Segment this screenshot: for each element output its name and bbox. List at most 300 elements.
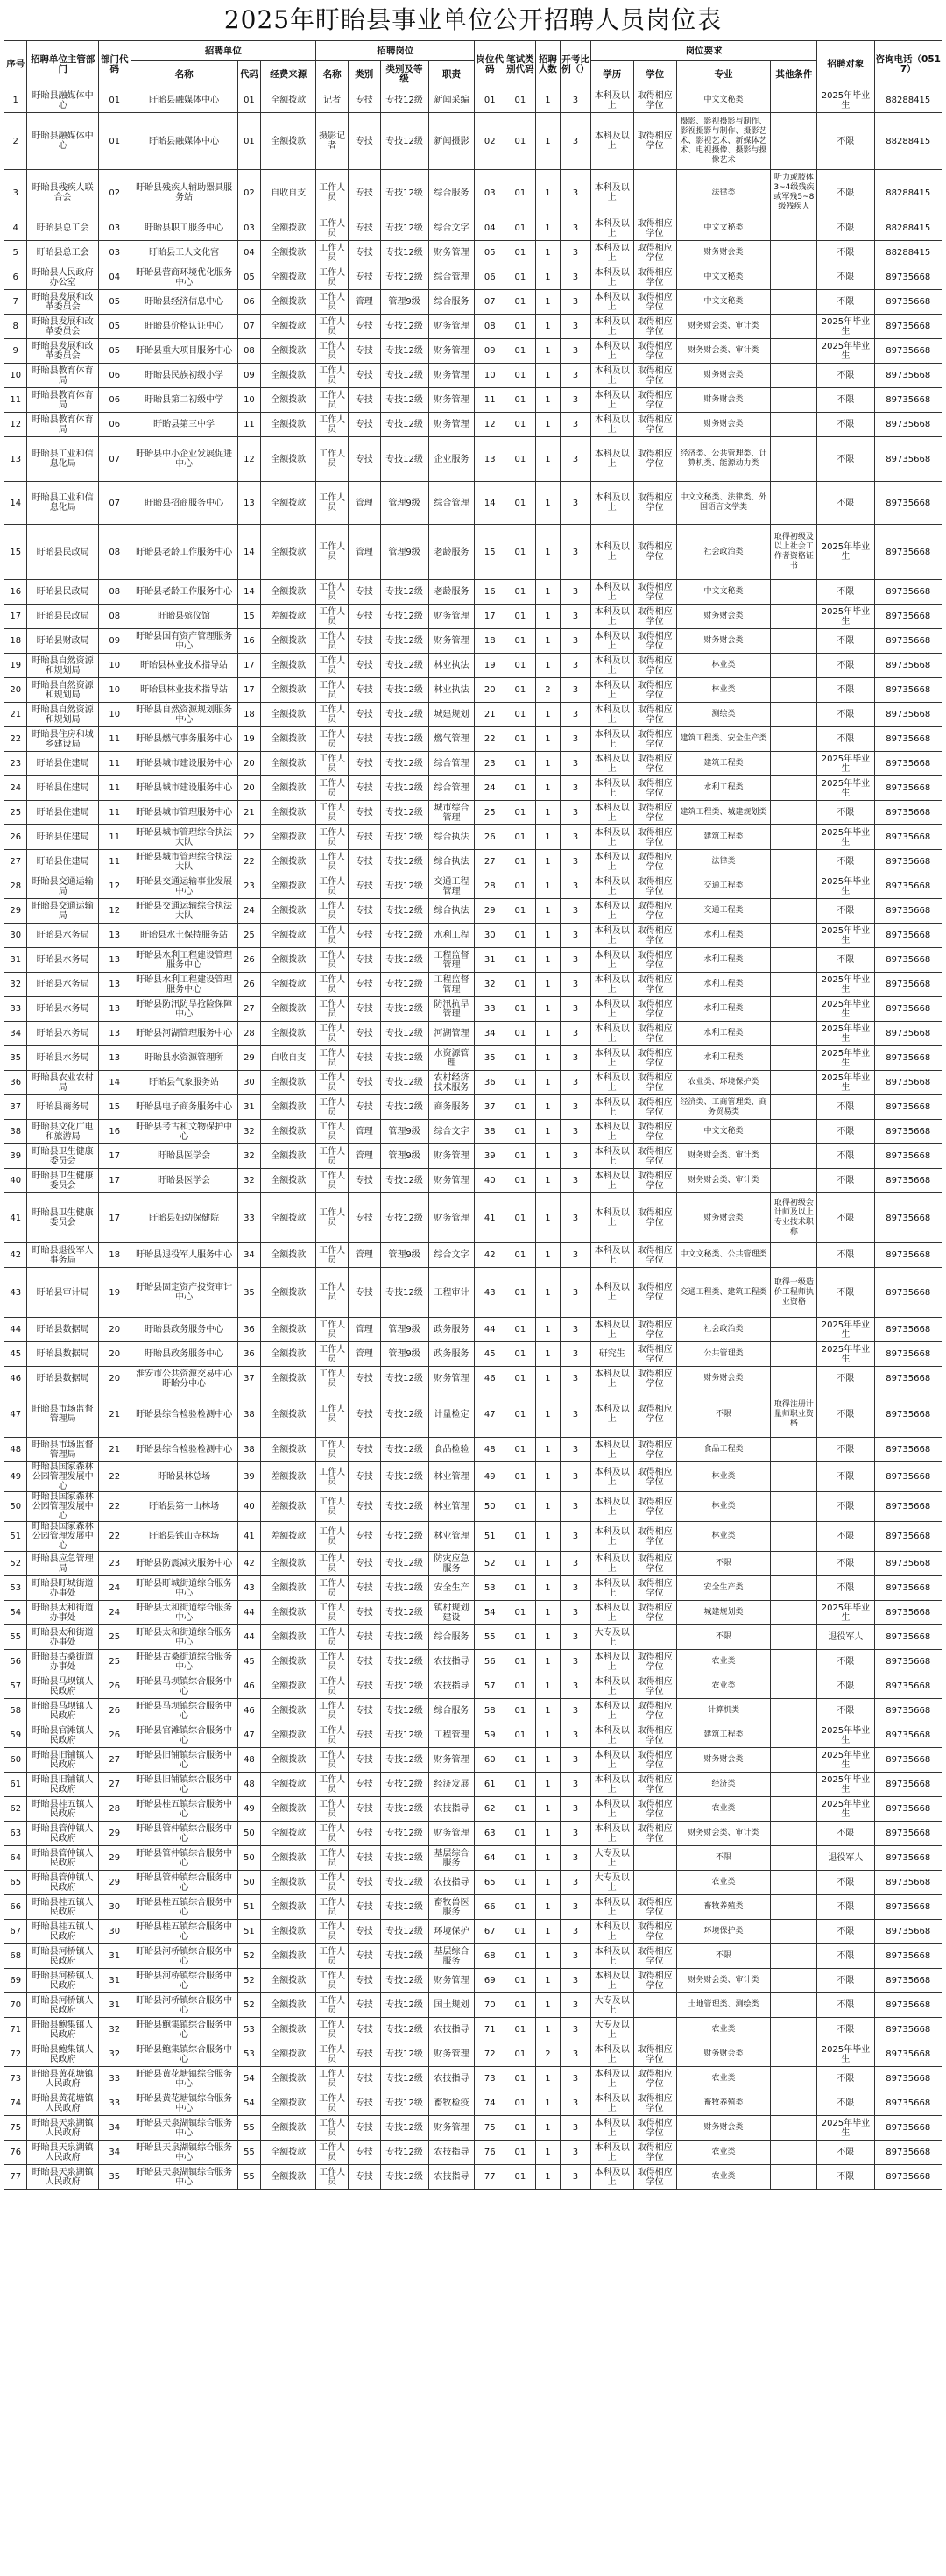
cell-duty: 财务管理 [428,1748,475,1773]
cell-post-type: 专技 [348,1993,380,2018]
cell-edu: 本科及以上 [590,1773,633,1797]
cell-seq: 61 [4,1773,27,1797]
cell-exam-code: 01 [505,525,536,580]
cell-degree: 取得相应学位 [633,1492,676,1522]
cell-dept: 盱眙县发展和改革委员会 [27,290,98,315]
cell-post-type: 专技 [348,678,380,703]
cell-unit-code: 29 [237,1046,260,1071]
cell-other [771,1993,817,2018]
cell-post-type: 专技 [348,2091,380,2116]
cell-post-type: 专技 [348,801,380,825]
cell-ratio: 3 [561,629,591,654]
cell-exam-code: 01 [505,997,536,1022]
cell-fund: 全额拨款 [261,1120,316,1144]
cell-edu: 本科及以上 [590,482,633,525]
cell-major: 社会政治类 [676,525,771,580]
cell-phone: 89735668 [874,1268,942,1318]
cell-edu: 本科及以上 [590,525,633,580]
cell-num: 1 [535,776,561,801]
cell-unit-code: 38 [237,1391,260,1438]
cell-dept: 盱眙县民政局 [27,605,98,629]
cell-post-name: 工作人员 [316,170,349,216]
cell-post-type: 专技 [348,727,380,752]
cell-exam-code: 01 [505,1318,536,1342]
cell-target: 2025年毕业生 [817,1601,874,1625]
cell-post-name: 工作人员 [316,1895,349,1920]
cell-phone: 88288415 [874,170,942,216]
table-row [4,388,942,413]
cell-seq: 52 [4,1552,27,1576]
cell-unit-name: 盱眙县太和街道综合服务中心 [131,1625,237,1650]
cell-exam-code: 01 [505,776,536,801]
cell-num: 1 [535,113,561,170]
cell-unit-name: 盱眙县林业技术指导站 [131,678,237,703]
cell-num: 1 [535,339,561,364]
cell-unit-name: 盱眙县职工服务中心 [131,216,237,241]
cell-duty: 新闻摄影 [428,113,475,170]
cell-edu: 本科及以上 [590,413,633,437]
table-row [4,88,942,113]
table-row [4,924,942,948]
cell-target: 不限 [817,850,874,874]
table-row [4,1773,942,1797]
cell-unit-code: 51 [237,1920,260,1944]
cell-major: 农业类 [676,1871,771,1895]
cell-seq: 38 [4,1120,27,1144]
cell-num: 1 [535,1797,561,1822]
cell-other [771,437,817,482]
cell-post-name: 工作人员 [316,339,349,364]
cell-edu: 本科及以上 [590,1748,633,1773]
cell-seq: 46 [4,1367,27,1391]
cell-post-code: 66 [475,1895,505,1920]
cell-fund: 全额拨款 [261,1797,316,1822]
cell-num: 1 [535,2067,561,2091]
cell-num: 1 [535,1022,561,1046]
cell-post-level: 专技12级 [380,1797,428,1822]
cell-dept: 盱眙县教育体育局 [27,413,98,437]
cell-post-level: 专技12级 [380,2042,428,2067]
cell-major: 水利工程类 [676,973,771,997]
cell-post-type: 专技 [348,2018,380,2042]
cell-unit-code: 50 [237,1846,260,1871]
cell-dept-code: 32 [98,2042,131,2067]
cell-major: 计算机类 [676,1699,771,1723]
cell-major: 林业类 [676,1462,771,1492]
cell-post-type: 专技 [348,1601,380,1625]
header-unit-group: 招聘单位 [131,41,316,61]
cell-post-name: 工作人员 [316,1318,349,1342]
cell-target: 不限 [817,1674,874,1699]
cell-phone: 89735668 [874,924,942,948]
cell-unit-name: 盱眙县城市建设服务中心 [131,752,237,776]
cell-unit-name: 盱眙县融媒体中心 [131,88,237,113]
cell-unit-code: 17 [237,654,260,678]
cell-phone: 89735668 [874,265,942,290]
cell-target: 不限 [817,1492,874,1522]
cell-dept-code: 14 [98,1071,131,1095]
cell-ratio: 3 [561,1492,591,1522]
cell-unit-code: 02 [237,170,260,216]
cell-target: 不限 [817,1920,874,1944]
cell-degree: 取得相应学位 [633,1095,676,1120]
cell-post-type: 专技 [348,1969,380,1993]
cell-unit-name: 盱眙县林业技术指导站 [131,654,237,678]
cell-unit-code: 54 [237,2091,260,2116]
cell-dept-code: 18 [98,1243,131,1268]
cell-phone: 89735668 [874,973,942,997]
cell-edu: 本科及以上 [590,1462,633,1492]
cell-degree: 取得相应学位 [633,1022,676,1046]
table-row [4,1046,942,1071]
cell-fund: 全额拨款 [261,2116,316,2141]
cell-major: 畜牧养殖类 [676,2091,771,2116]
cell-target: 不限 [817,1268,874,1318]
cell-dept: 盱眙县农业农村局 [27,1071,98,1095]
cell-post-code: 72 [475,2042,505,2067]
cell-unit-name: 盱眙县河湖管理服务中心 [131,1022,237,1046]
cell-exam-code: 01 [505,241,536,265]
cell-edu: 本科及以上 [590,170,633,216]
cell-post-level: 专技12级 [380,437,428,482]
cell-ratio: 3 [561,170,591,216]
cell-degree: 取得相应学位 [633,2165,676,2190]
cell-exam-code: 01 [505,265,536,290]
cell-ratio: 3 [561,315,591,339]
cell-duty: 综合管理 [428,752,475,776]
cell-post-name: 工作人员 [316,1522,349,1552]
cell-other [771,290,817,315]
cell-duty: 水资源管理 [428,1046,475,1071]
cell-phone: 89735668 [874,315,942,339]
cell-major: 法律类 [676,850,771,874]
cell-seq: 58 [4,1699,27,1723]
cell-other: 听力或肢体3~4级残疾或军残5~8级残疾人 [771,170,817,216]
cell-edu: 本科及以上 [590,605,633,629]
cell-num: 1 [535,727,561,752]
cell-dept: 盱眙县住建局 [27,752,98,776]
cell-fund: 全额拨款 [261,703,316,727]
cell-duty: 畜牧检疫 [428,2091,475,2116]
cell-seq: 19 [4,654,27,678]
cell-unit-code: 48 [237,1748,260,1773]
cell-other [771,874,817,899]
cell-exam-code: 01 [505,580,536,605]
cell-unit-code: 18 [237,703,260,727]
cell-fund: 全额拨款 [261,1022,316,1046]
cell-unit-code: 19 [237,727,260,752]
header-post-code: 岗位代码 [475,41,505,88]
cell-num: 1 [535,1071,561,1095]
cell-post-level: 专技12级 [380,825,428,850]
cell-dept: 盱眙县数据局 [27,1342,98,1367]
cell-post-level: 专技12级 [380,265,428,290]
cell-unit-name: 盱眙县融媒体中心 [131,113,237,170]
cell-post-name: 工作人员 [316,315,349,339]
cell-fund: 全额拨款 [261,1625,316,1650]
cell-phone: 88288415 [874,113,942,170]
cell-target: 不限 [817,482,874,525]
cell-num: 1 [535,2141,561,2165]
cell-duty: 财务管理 [428,339,475,364]
cell-duty: 农技指导 [428,2018,475,2042]
cell-post-code: 20 [475,678,505,703]
cell-post-level: 管理9级 [380,525,428,580]
cell-seq: 75 [4,2116,27,2141]
cell-degree [633,1625,676,1650]
table-row [4,216,942,241]
cell-unit-name: 盱眙县鲍集镇综合服务中心 [131,2018,237,2042]
cell-phone: 89735668 [874,1095,942,1120]
cell-major: 财务财会类 [676,605,771,629]
cell-major: 摄影、影视摄影与制作、影视摄影与制作、摄影艺术、影视艺术、新媒体艺术、电视摄像、摄影与摄像艺术 [676,113,771,170]
cell-post-code: 70 [475,1993,505,2018]
cell-degree: 取得相应学位 [633,2067,676,2091]
cell-edu: 本科及以上 [590,1193,633,1243]
table-row [4,654,942,678]
cell-major: 建筑工程类、城建规划类 [676,801,771,825]
cell-major: 中文文秘类 [676,265,771,290]
cell-fund: 全额拨款 [261,1969,316,1993]
cell-exam-code: 01 [505,2067,536,2091]
table-row [4,1022,942,1046]
cell-degree: 取得相应学位 [633,1268,676,1318]
cell-post-name: 工作人员 [316,997,349,1022]
cell-other [771,2042,817,2067]
cell-post-type: 专技 [348,2042,380,2067]
cell-seq: 30 [4,924,27,948]
cell-exam-code: 01 [505,1438,536,1462]
cell-edu: 本科及以上 [590,1601,633,1625]
cell-dept-code: 11 [98,727,131,752]
cell-dept: 盱眙县市场监督管理局 [27,1391,98,1438]
table-row [4,678,942,703]
cell-post-type: 专技 [348,1699,380,1723]
header-major: 专业 [676,61,771,88]
cell-target: 不限 [817,727,874,752]
cell-dept: 盱眙县水务局 [27,1022,98,1046]
table-row [4,1391,942,1438]
cell-ratio: 3 [561,973,591,997]
cell-exam-code: 01 [505,703,536,727]
cell-post-type: 专技 [348,241,380,265]
cell-other [771,1601,817,1625]
cell-ratio: 3 [561,1438,591,1462]
cell-duty: 财务管理 [428,1144,475,1169]
cell-edu: 本科及以上 [590,339,633,364]
cell-unit-name: 盱眙县天泉湖镇综合服务中心 [131,2116,237,2141]
cell-other [771,2018,817,2042]
cell-duty: 燃气管理 [428,727,475,752]
cell-seq: 67 [4,1920,27,1944]
cell-unit-code: 16 [237,629,260,654]
cell-dept-code: 10 [98,654,131,678]
cell-seq: 33 [4,997,27,1022]
cell-post-type: 管理 [348,1342,380,1367]
cell-seq: 15 [4,525,27,580]
table-row [4,170,942,216]
cell-seq: 12 [4,413,27,437]
table-row [4,2018,942,2042]
cell-post-level: 专技12级 [380,2165,428,2190]
cell-phone: 89735668 [874,678,942,703]
cell-num: 1 [535,88,561,113]
cell-major: 财务财会类、审计类 [676,1822,771,1846]
cell-phone: 89735668 [874,1367,942,1391]
cell-seq: 41 [4,1193,27,1243]
cell-edu: 本科及以上 [590,678,633,703]
cell-unit-name: 盱眙县老龄工作服务中心 [131,525,237,580]
cell-exam-code: 01 [505,1944,536,1969]
cell-unit-code: 55 [237,2141,260,2165]
cell-phone: 89735668 [874,388,942,413]
cell-ratio: 3 [561,2141,591,2165]
cell-post-code: 64 [475,1846,505,1871]
cell-degree: 取得相应学位 [633,850,676,874]
cell-seq: 9 [4,339,27,364]
cell-unit-name: 盱眙县城市管理服务中心 [131,801,237,825]
cell-dept-code: 30 [98,1920,131,1944]
table-row [4,580,942,605]
cell-seq: 54 [4,1601,27,1625]
cell-fund: 全额拨款 [261,580,316,605]
cell-dept: 盱眙县发展和改革委员会 [27,315,98,339]
cell-duty: 财务管理 [428,1193,475,1243]
cell-dept-code: 10 [98,678,131,703]
cell-fund: 全额拨款 [261,924,316,948]
cell-unit-name: 盱眙县铁山寺林场 [131,1522,237,1552]
cell-duty: 畜牧兽医服务 [428,1895,475,1920]
cell-post-code: 59 [475,1723,505,1748]
cell-edu: 本科及以上 [590,899,633,924]
cell-target: 不限 [817,580,874,605]
cell-post-code: 60 [475,1748,505,1773]
cell-post-name: 工作人员 [316,752,349,776]
cell-dept: 盱眙县住建局 [27,801,98,825]
cell-other [771,1144,817,1169]
cell-dept: 盱眙县太和街道办事处 [27,1601,98,1625]
cell-edu: 本科及以上 [590,2067,633,2091]
cell-dept-code: 33 [98,2067,131,2091]
cell-num: 1 [535,2116,561,2141]
cell-other [771,678,817,703]
cell-post-level: 专技12级 [380,654,428,678]
cell-major: 交通工程类、建筑工程类 [676,1268,771,1318]
cell-unit-name: 盱眙县城市建设服务中心 [131,776,237,801]
cell-major: 林业类 [676,654,771,678]
cell-degree: 取得相应学位 [633,2116,676,2141]
cell-post-type: 管理 [348,1120,380,1144]
cell-num: 1 [535,2018,561,2042]
cell-dept: 盱眙县河桥镇人民政府 [27,1969,98,1993]
cell-target: 不限 [817,1522,874,1552]
cell-phone: 89735668 [874,2091,942,2116]
cell-dept-code: 06 [98,388,131,413]
cell-ratio: 3 [561,997,591,1022]
cell-post-level: 专技12级 [380,1022,428,1046]
cell-unit-name: 盱眙县管仲镇综合服务中心 [131,1846,237,1871]
cell-fund: 全额拨款 [261,88,316,113]
cell-post-name: 工作人员 [316,1674,349,1699]
cell-post-code: 16 [475,580,505,605]
cell-duty: 计量检定 [428,1391,475,1438]
cell-phone: 89735668 [874,825,942,850]
cell-seq: 11 [4,388,27,413]
cell-post-code: 14 [475,482,505,525]
cell-phone: 89735668 [874,1120,942,1144]
cell-degree: 取得相应学位 [633,1822,676,1846]
cell-major: 财务财会类 [676,241,771,265]
cell-exam-code: 01 [505,2141,536,2165]
cell-duty: 老龄服务 [428,525,475,580]
cell-dept-code: 27 [98,1773,131,1797]
cell-post-code: 32 [475,973,505,997]
table-row [4,2165,942,2190]
cell-seq: 6 [4,265,27,290]
cell-post-level: 专技12级 [380,1522,428,1552]
cell-edu: 本科及以上 [590,629,633,654]
cell-exam-code: 01 [505,874,536,899]
cell-ratio: 3 [561,1318,591,1342]
cell-unit-code: 52 [237,1944,260,1969]
cell-unit-name: 盱眙县河桥镇综合服务中心 [131,1993,237,2018]
cell-degree: 取得相应学位 [633,482,676,525]
cell-ratio: 3 [561,437,591,482]
cell-dept-code: 15 [98,1095,131,1120]
cell-phone: 89735668 [874,1522,942,1552]
cell-dept: 盱眙县自然资源和规划局 [27,654,98,678]
cell-dept: 盱眙县文化广电和旅游局 [27,1120,98,1144]
cell-post-type: 专技 [348,948,380,973]
cell-major: 水利工程类 [676,1046,771,1071]
table-row [4,1193,942,1243]
cell-num: 1 [535,1492,561,1522]
cell-duty: 防灾应急服务 [428,1552,475,1576]
cell-target: 不限 [817,1193,874,1243]
cell-dept: 盱眙县人民政府办公室 [27,265,98,290]
cell-phone: 89735668 [874,850,942,874]
cell-exam-code: 01 [505,825,536,850]
cell-dept: 盱眙县黄花塘镇人民政府 [27,2067,98,2091]
cell-fund: 全额拨款 [261,1822,316,1846]
cell-duty: 林业管理 [428,1462,475,1492]
cell-unit-code: 32 [237,1169,260,1193]
cell-target: 不限 [817,364,874,388]
cell-edu: 大专及以上 [590,1871,633,1895]
cell-fund: 全额拨款 [261,2042,316,2067]
cell-post-type: 专技 [348,315,380,339]
cell-dept: 盱眙县水务局 [27,948,98,973]
table-row [4,265,942,290]
cell-fund: 全额拨款 [261,948,316,973]
cell-unit-code: 14 [237,580,260,605]
cell-fund: 全额拨款 [261,1920,316,1944]
cell-post-type: 专技 [348,113,380,170]
cell-degree: 取得相应学位 [633,1438,676,1462]
cell-degree: 取得相应学位 [633,654,676,678]
cell-exam-code: 01 [505,1095,536,1120]
cell-degree: 取得相应学位 [633,1144,676,1169]
cell-target: 不限 [817,1944,874,1969]
cell-other [771,482,817,525]
table-row [4,1822,942,1846]
cell-target: 不限 [817,703,874,727]
cell-edu: 本科及以上 [590,437,633,482]
cell-post-level: 专技12级 [380,973,428,997]
cell-dept-code: 11 [98,850,131,874]
table-row [4,1576,942,1601]
cell-ratio: 3 [561,1748,591,1773]
